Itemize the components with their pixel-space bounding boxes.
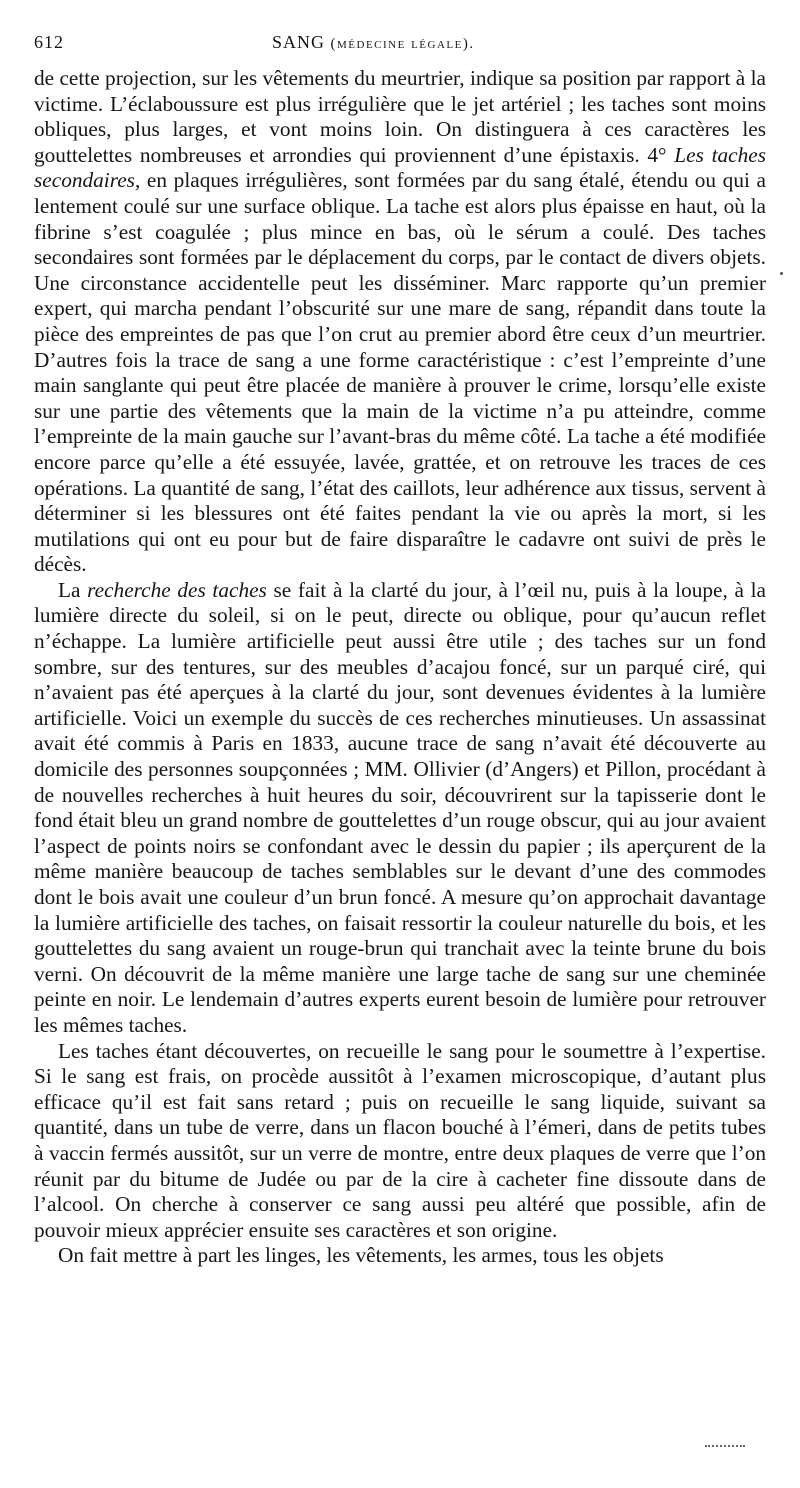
text-run: La [58, 577, 88, 602]
text-run: Les taches étant découvertes, on recueille le sang pour le soumettre à l’expertise. Si le sang est frais, on procède aussitôt à l’examen microscopique, d’autant plus efficace qu’il est fait sans retard ; puis on recueille le sang liquide, suivant sa quantité, dans un tube de verre, dans un flacon bouché à l’émeri, dans de petits tubes à vaccin fermés aussitôt, sur un verre de montre, entre deux plaques de verre que l’on réunit par du bitume de Judée ou par de la cire à cacheter fine dissoute dans de l’alcool. On cherche à conserver ce sang aussi peu altéré que possible, afin de pouvoir mieux apprécier ensuite ses caractères et son origine. [34, 1038, 766, 1242]
body-text [34, 66, 766, 1269]
running-head-subtitle: (médecine légale). [330, 36, 475, 52]
page-header [34, 30, 766, 60]
running-head-title: SANG [272, 32, 326, 52]
book-page [34, 30, 766, 1269]
paragraph [34, 578, 766, 1039]
italic-text: recherche des taches [87, 577, 267, 602]
text-run: se fait à la clarté du jour, à l’œil nu, puis à la loupe, à la lumière directe du soleil, si on le peut, directe ou oblique, pour qu’aucun reflet n’échappe. La lumière artificielle peut aussi être utile ; des taches sur un fond sombre, sur des tentures, sur des meubles d’acajou foncé, sur un parqué ciré, qui n’avaient pas été aperçues à la clarté du jour, sont devenues évidentes à la lumière artificielle. Voici un exemple du succès de ces recherches minutieuses. Un assassinat avait été commis à Paris en 1833, aucune trace de sang n’avait été découverte au domicile des personnes soupçonnées ; MM. Ollivier (d’Angers) et Pillon, procédant à de nouvelles recherches à huit heures du soir, découvrirent sur la tapisserie dont le fond était bleu un grand nombre de gouttelettes d’un rouge obscur, qui au jour avaient l’aspect de points noirs se confondant avec le dessin du papier ; ils aperçurent de la même manière beaucoup de taches semblables sur le devant d’une des commodes dont le bois avait une couleur d’un brun foncé. A mesure qu’on approchait davantage la lumière artificielle des taches, on faisait ressortir la couleur naturelle du bois, et les gouttelettes du sang avaient un rouge-brun qui tranchait avec la teinte brune du bois verni. On découvrit de la même manière une large tache de sang sur une cheminée peinte en noir. Le lendemain d’autres experts eurent besoin de lumière pour retrouver les mêmes taches. [34, 577, 766, 1037]
text-run: On fait mettre à part les linges, les vêtements, les armes, tous les objets [58, 1243, 664, 1268]
paragraph [34, 66, 766, 578]
print-speck [780, 272, 783, 275]
page-number: 612 [34, 32, 64, 52]
text-run: , en plaques irrégulières, sont formées par du sang étalé, étendu ou qui a lentement coulé sur une surface oblique. La tache est alors plus épaisse en haut, où la fibrine s’est coagulée ; plus mince en bas, où le sérum a coulé. Des taches secondaires sont formées par le déplacement du corps, par le contact de divers objets. Une circonstance accidentelle peut les disséminer. Marc rapporte qu’un premier expert, qui marcha pendant l’obscurité sur une mare de sang, répandit dans toute la pièce des empreintes de pas que l’on crut au premier abord être ceux d’un meurtrier. D’autres fois la trace de sang a une forme caractéristique : c’est l’empreinte d’une main sanglante qui peut être placée de manière à prouver le crime, lorsqu’elle existe sur une partie des vêtements que la main de la victime n’a pu atteindre, comme l’empreinte de la main gauche sur l’avant-bras du même côté. La tache a été modifiée encore parce qu’elle a été essuyée, lavée, grattée, et on retrouve les traces de ces opérations. La quantité de sang, l’état des caillots, leur adhérence aux tissus, servent à déterminer si les blessures ont été faites pendant la vie ou après la mort, si les mutilations qui ont eu pour but de faire disparaître le cadavre ont suivi de près le décès. [34, 168, 766, 577]
text-run: de cette projection, sur les vêtements du meurtrier, indique sa position par rapport à la victime. L’éclaboussure est plus irrégulière que le jet artériel ; les taches sont moins obliques, plus larges, et vont moins loin. On distinguera à ces caractères les gouttelettes nombreuses et arrondies qui proviennent d’une épistaxis. 4° [34, 66, 766, 167]
running-head [272, 32, 475, 53]
paragraph [34, 1243, 766, 1269]
paragraph [34, 1039, 766, 1244]
italic-text: Les taches secondaires [34, 142, 766, 193]
print-mark [705, 1445, 745, 1449]
